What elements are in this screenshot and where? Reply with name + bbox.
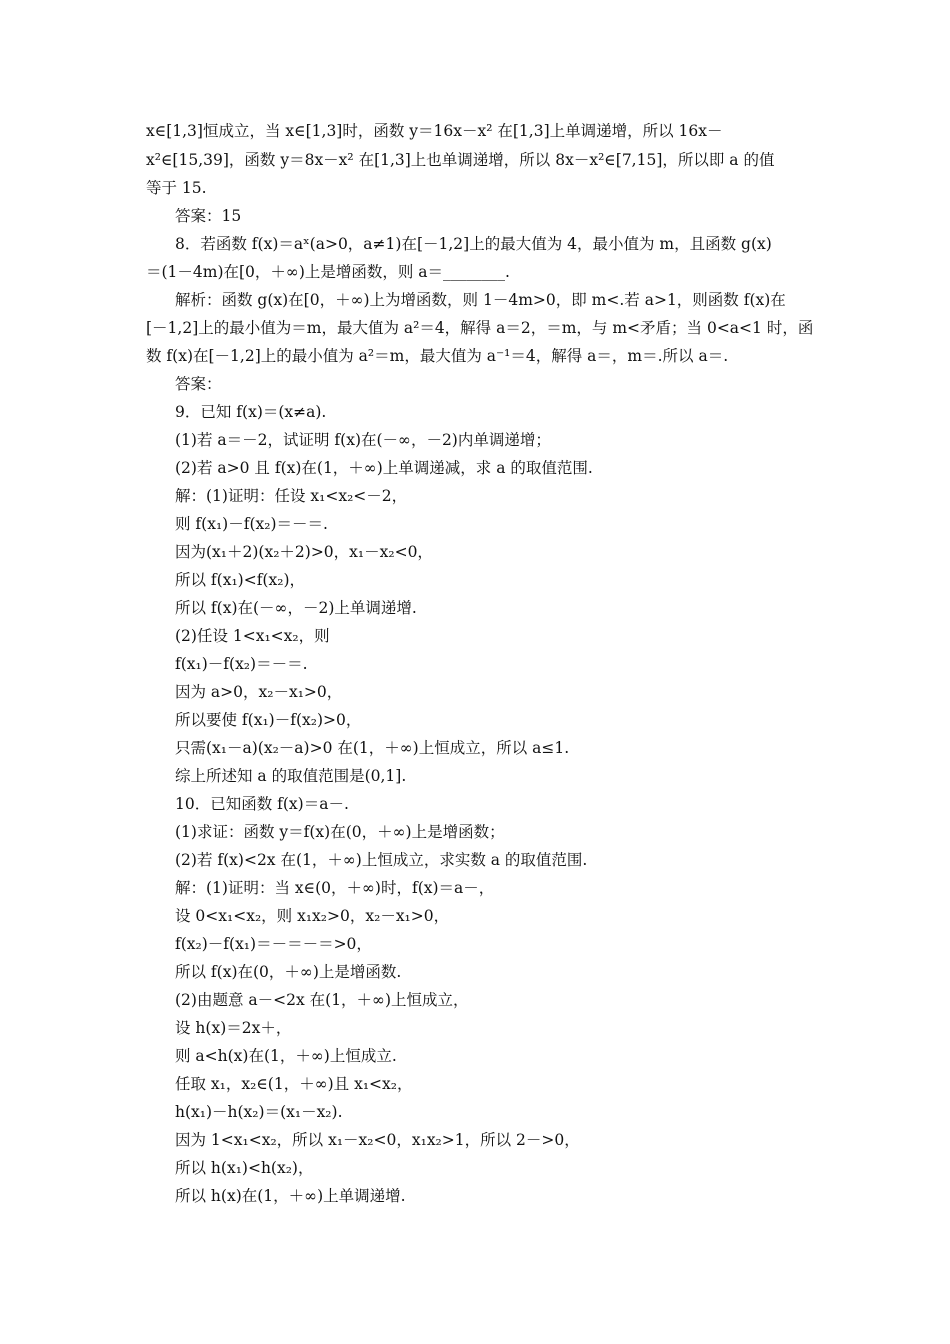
text-line: (1)若 a＝－2，试证明 f(x)在(－∞，－2)内单调递增；	[175, 431, 551, 449]
text-line: 综上所述知 a 的取值范围是(0,1].	[175, 767, 407, 785]
question-8-line: 8．若函数 f(x)＝aˣ(a>0，a≠1)在[－1,2]上的最大值为 4，最小值为 m，且函数 g(x)	[175, 235, 772, 253]
question-10-line: 10．已知函数 f(x)＝a－.	[175, 795, 349, 813]
text-line: h(x₁)－h(x₂)＝(x₁－x₂).	[175, 1103, 343, 1121]
text-line: 所以 f(x)在(0，＋∞)上是增函数.	[175, 963, 402, 981]
text-line: 则 a<h(x)在(1，＋∞)上恒成立.	[175, 1047, 397, 1065]
text-line: 因为 a>0，x₂－x₁>0，	[175, 683, 343, 701]
text-line: (1)求证：函数 y＝f(x)在(0，＋∞)上是增函数；	[175, 823, 505, 841]
text-line: f(x₁)－f(x₂)＝－＝.	[175, 655, 308, 673]
analysis-line: 解析：函数 g(x)在[0，＋∞)上为增函数，则 1－4m>0，即 m<.若 a>1，则函数 f(x)在	[175, 291, 786, 309]
text-line: x∈[1,3]恒成立，当 x∈[1,3]时，函数 y＝16x－x² 在[1,3]上单调递增，所以 16x－	[146, 122, 723, 140]
text-line: 设 0<x₁<x₂，则 x₁x₂>0，x₂－x₁>0，	[175, 907, 450, 925]
text-line: [－1,2]上的最小值为＝m，最大值为 a²＝4，解得 a＝2，＝m，与 m<矛盾；当 0<a<1 时，函	[146, 319, 814, 337]
text-line: 因为 1<x₁<x₂，所以 x₁－x₂<0，x₁x₂>1，所以 2－>0，	[175, 1131, 580, 1149]
text-line: 因为(x₁＋2)(x₂＋2)>0，x₁－x₂<0，	[175, 543, 433, 561]
text-line: (2)若 f(x)<2x 在(1，＋∞)上恒成立，求实数 a 的取值范围.	[175, 851, 588, 869]
text-line: ＝(1－4m)在[0，＋∞)上是增函数，则 a＝________.	[146, 263, 510, 281]
text-line: 所以 f(x₁)<f(x₂)，	[175, 571, 305, 589]
text-line: 所以要使 f(x₁)－f(x₂)>0，	[175, 711, 362, 729]
text-line: 设 h(x)＝2x＋，	[175, 1019, 292, 1037]
question-9-line: 9．已知 f(x)＝(x≠a).	[175, 403, 327, 421]
text-line: 所以 h(x₁)<h(x₂)，	[175, 1159, 314, 1177]
text-line: x²∈[15,39]，函数 y＝8x－x² 在[1,3]上也单调递增，所以 8x－x²∈[7,15]，所以即 a 的值	[146, 151, 775, 169]
text-line: 数 f(x)在[－1,2]上的最小值为 a²＝m，最大值为 a⁻¹＝4，解得 a＝，m＝.所以 a＝.	[146, 347, 729, 365]
text-line: f(x₂)－f(x₁)＝－＝－＝>0，	[175, 935, 372, 953]
text-line: 所以 h(x)在(1，＋∞)上单调递增.	[175, 1187, 406, 1205]
answer-line: 答案：	[175, 375, 222, 393]
text-line: 解：(1)证明：任设 x₁<x₂<－2，	[175, 487, 408, 505]
text-line: 则 f(x₁)－f(x₂)＝－＝.	[175, 515, 328, 533]
answer-line: 答案：15	[175, 207, 242, 225]
text-line: (2)任设 1<x₁<x₂，则	[175, 627, 330, 645]
text-line: 等于 15.	[146, 179, 207, 197]
text-line: (2)由题意 a－<2x 在(1，＋∞)上恒成立，	[175, 991, 469, 1009]
text-line: 只需(x₁－a)(x₂－a)>0 在(1，＋∞)上恒成立，所以 a≤1.	[175, 739, 570, 757]
text-line: 所以 f(x)在(－∞，－2)上单调递增.	[175, 599, 417, 617]
text-line: (2)若 a>0 且 f(x)在(1，＋∞)上单调递减，求 a 的取值范围.	[175, 459, 593, 477]
text-line: 任取 x₁，x₂∈(1，＋∞)且 x₁<x₂，	[175, 1075, 413, 1093]
text-line: 解：(1)证明：当 x∈(0，＋∞)时，f(x)＝a－，	[175, 879, 495, 897]
